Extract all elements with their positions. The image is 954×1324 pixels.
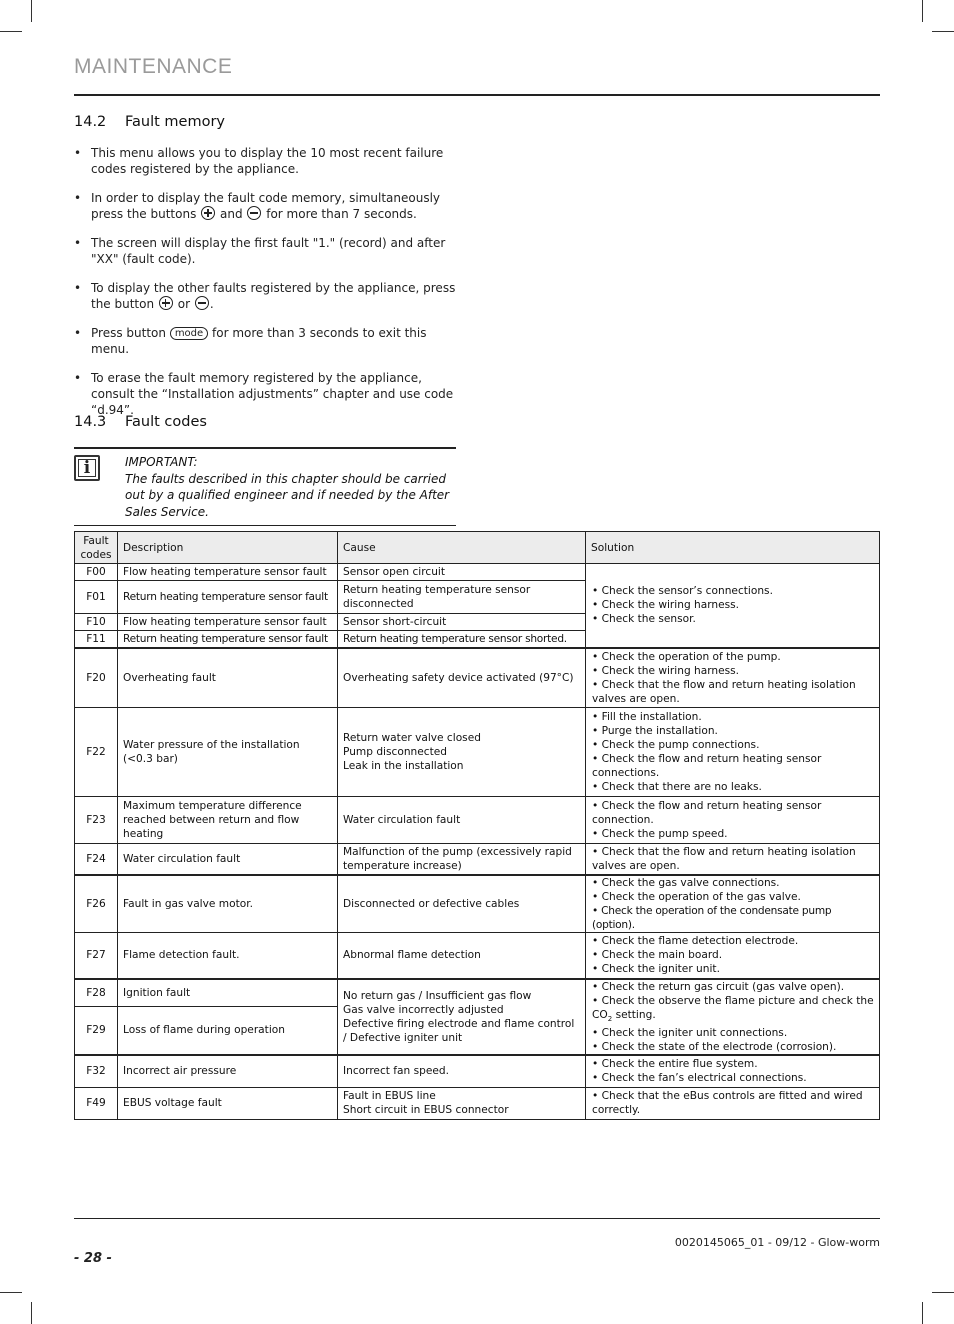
- fault-code: F10: [75, 614, 118, 631]
- section-heading-fault-memory: [74, 114, 225, 130]
- fault-cause: Overheating safety device activated (97°C): [338, 648, 586, 708]
- fault-code: F28: [75, 979, 118, 1006]
- fault-solution: • Check the operation of the pump. • Check the wiring harness. • Check that the flow and return heating isolation valves are open.: [586, 648, 880, 708]
- fault-description: Loss of flame during operation: [118, 1006, 338, 1055]
- fault-description: EBUS voltage fault: [118, 1087, 338, 1119]
- fault-cause: Fault in EBUS line Short circuit in EBUS connector: [338, 1087, 586, 1119]
- fault-code: F11: [75, 631, 118, 648]
- fault-solution: • Check that the eBus controls are fitted and wired correctly.: [586, 1087, 880, 1119]
- footer-divider: [74, 1218, 880, 1219]
- fault-code: F29: [75, 1006, 118, 1055]
- fault-description: Flow heating temperature sensor fault: [118, 564, 338, 581]
- crop-mark: [922, 1302, 923, 1324]
- crop-mark: [31, 1302, 32, 1324]
- fault-code: F49: [75, 1087, 118, 1119]
- fault-code: F22: [75, 708, 118, 797]
- crop-mark: [0, 31, 22, 32]
- table-row: [75, 1087, 880, 1119]
- bullet-dot: •: [74, 371, 82, 385]
- fault-code: F27: [75, 932, 118, 979]
- fault-code: F32: [75, 1055, 118, 1087]
- section-title: Fault memory: [125, 114, 225, 130]
- page-number: - 28 -: [74, 1251, 112, 1266]
- crop-mark: [932, 1292, 954, 1293]
- fault-code: F20: [75, 648, 118, 708]
- fault-cause: Sensor open circuit: [338, 564, 586, 581]
- table-header-row: [75, 532, 880, 564]
- fault-solution: • Check the sensor’s connections. • Check the wiring harness. • Check the sensor.: [586, 564, 880, 648]
- fault-solution: • Check the gas valve connections. • Check the operation of the gas valve. • Check the operation of the condensate pump (option).: [586, 875, 880, 933]
- bullet-text: for more than 7 seconds.: [266, 207, 417, 221]
- section-title: Fault codes: [125, 414, 207, 430]
- bullet-dot: •: [74, 281, 82, 295]
- fault-description: Fault in gas valve motor.: [118, 875, 338, 933]
- table-row: [75, 1055, 880, 1087]
- page-header-title: MAINTENANCE: [74, 55, 233, 78]
- plus-button-icon: [201, 206, 215, 220]
- fault-description: Flame detection fault.: [118, 932, 338, 979]
- bullet-text: To display the other faults registered by the appliance, press the button: [91, 281, 456, 311]
- table-row: [75, 564, 880, 581]
- list-item: [74, 190, 459, 222]
- fault-description: Overheating fault: [118, 648, 338, 708]
- section-heading-fault-codes: [74, 414, 207, 430]
- fault-solution: • Check the entire flue system. • Check the fan’s electrical connections.: [586, 1055, 880, 1087]
- info-icon: i: [74, 455, 100, 481]
- mode-button-icon: mode: [170, 327, 208, 340]
- minus-button-icon: [195, 296, 209, 310]
- notice-label: IMPORTANT:: [125, 455, 198, 469]
- bullet-text: In order to display the fault code memory, simultaneously press the buttons: [91, 191, 441, 221]
- bullet-text: To erase the fault memory registered by the appliance, consult the “Installation adjustments” chapter and use code “d.94”.: [91, 371, 454, 417]
- bullet-dot: •: [74, 146, 82, 160]
- section-number: 14.2: [74, 114, 107, 130]
- notice-body: The faults described in this chapter should be carried out by a qualified engineer and if needed by the After Sales Service.: [125, 471, 450, 519]
- fault-cause: No return gas / Insufficient gas flow Gas valve incorrectly adjusted Defective firing electrode and flame control / Defective igniter unit: [338, 979, 586, 1055]
- bullet-text: or: [177, 297, 191, 311]
- minus-button-icon: [247, 206, 261, 220]
- crop-mark: [932, 31, 954, 32]
- notice-text: [125, 454, 455, 520]
- fault-solution: • Check the flame detection electrode. • Check the main board. • Check the igniter unit.: [586, 932, 880, 979]
- crop-mark: [922, 0, 923, 22]
- fault-description: Flow heating temperature sensor fault: [118, 614, 338, 631]
- fault-description: Return heating temperature sensor fault: [118, 631, 338, 648]
- bullet-text: for more than 3 seconds to exit this menu.: [91, 326, 427, 356]
- fault-codes-table: [74, 531, 880, 1120]
- bullet-text: Press button: [91, 326, 166, 340]
- fault-description: Incorrect air pressure: [118, 1055, 338, 1087]
- list-item: [74, 370, 459, 418]
- bullet-dot: •: [74, 236, 82, 250]
- list-item: [74, 145, 459, 177]
- fault-solution: • Check that the flow and return heating isolation valves are open.: [586, 844, 880, 875]
- fault-code: F00: [75, 564, 118, 581]
- fault-code: F23: [75, 797, 118, 844]
- column-header-code: Fault codes: [75, 532, 118, 564]
- plus-button-icon: [159, 296, 173, 310]
- column-header-solution: Solution: [586, 532, 880, 564]
- fault-description: Maximum temperature difference reached between return and flow heating: [118, 797, 338, 844]
- bullet-text: The screen will display the first fault "1." (record) and after "XX" (fault code).: [91, 236, 446, 266]
- column-header-cause: Cause: [338, 532, 586, 564]
- list-item: [74, 280, 459, 312]
- table-row: [75, 797, 880, 844]
- table-row: [75, 708, 880, 797]
- bullet-dot: •: [74, 326, 82, 340]
- fault-code: F24: [75, 844, 118, 875]
- fault-cause: Sensor short-circuit: [338, 614, 586, 631]
- bullet-text: .: [209, 297, 214, 311]
- fault-cause: Incorrect fan speed.: [338, 1055, 586, 1087]
- fault-cause: Return water valve closed Pump disconnected Leak in the installation: [338, 708, 586, 797]
- fault-solution: • Check the return gas circuit (gas valve open). • Check the observe the flame picture and check the $CO_2$ setting. • Check the igniter unit connections. • Check the state of the electrode (corrosion).: [586, 979, 880, 1055]
- fault-description: Water pressure of the installation (<0.3 bar): [118, 708, 338, 797]
- header-divider: [74, 94, 880, 96]
- document-reference: 0020145065_01 - 09/12 - Glow-worm: [674, 1236, 880, 1249]
- table-row: [75, 932, 880, 979]
- list-item: [74, 235, 459, 267]
- fault-cause: Abnormal flame detection: [338, 932, 586, 979]
- fault-cause: Malfunction of the pump (excessively rapid temperature increase): [338, 844, 586, 875]
- table-row: [75, 979, 880, 1006]
- fault-code: F26: [75, 875, 118, 933]
- fault-description: Water circulation fault: [118, 844, 338, 875]
- section-number: 14.3: [74, 414, 107, 430]
- fault-cause: Return heating temperature sensor disconnected: [338, 581, 586, 614]
- table-row: [75, 844, 880, 875]
- bullet-text: This menu allows you to display the 10 most recent failure codes registered by the appliance.: [91, 146, 444, 176]
- bullet-text: and: [219, 207, 243, 221]
- bullet-dot: •: [74, 191, 82, 205]
- fault-cause: Disconnected or defective cables: [338, 875, 586, 933]
- fault-solution: • Fill the installation. • Purge the installation. • Check the pump connections. • Check the flow and return heating sensor connections. • Check that there are no leaks.: [586, 708, 880, 797]
- fault-description: Return heating temperature sensor fault: [118, 581, 338, 614]
- fault-code: F01: [75, 581, 118, 614]
- fault-solution: • Check the flow and return heating sensor connection. • Check the pump speed.: [586, 797, 880, 844]
- table-row: [75, 648, 880, 708]
- fault-description: Ignition fault: [118, 979, 338, 1006]
- fault-cause: Return heating temperature sensor shorted.: [338, 631, 586, 648]
- column-header-description: Description: [118, 532, 338, 564]
- fault-cause: Water circulation fault: [338, 797, 586, 844]
- list-item: [74, 325, 459, 357]
- crop-mark: [31, 0, 32, 22]
- crop-mark: [0, 1292, 22, 1293]
- table-row: [75, 875, 880, 933]
- important-notice: [74, 447, 456, 526]
- fault-memory-list: [74, 145, 459, 431]
